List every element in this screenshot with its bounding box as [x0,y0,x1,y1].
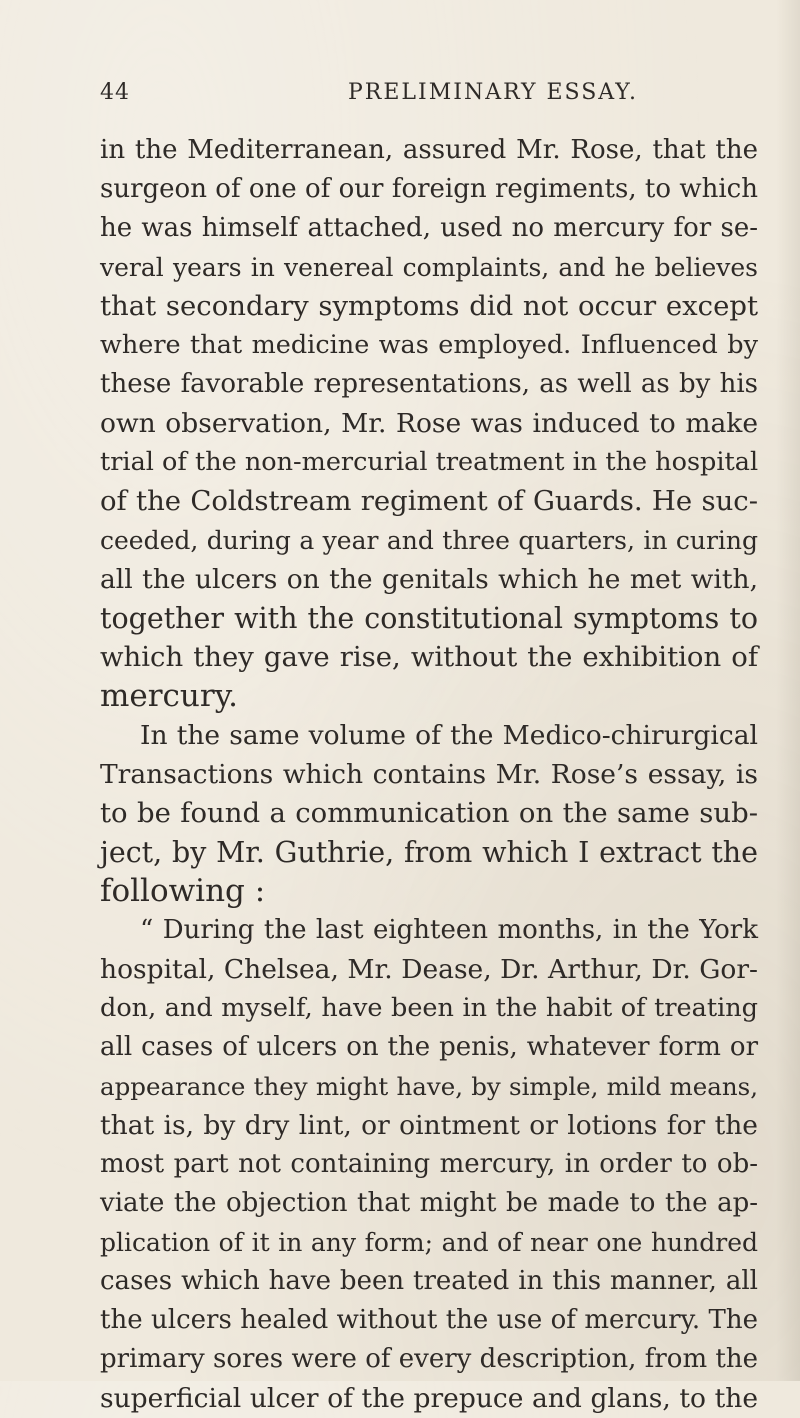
text-line: surgeon of one of our foreign regiments, to which [100,174,758,204]
page-number: 44 [100,80,130,105]
text-line: these favorable representations, as well as by his [100,369,758,399]
text-line: plication of it in any form; and of near one hundred [100,1228,758,1257]
text-line: together with the constitutional symptoms to [100,602,758,635]
paragraph [100,716,758,911]
text-line: that secondary symptoms did not occur except [100,290,758,322]
text-line: mercury. [100,678,238,714]
text-line: in the Mediterranean, assured Mr. Rose, that the [100,135,758,165]
text-line: the ulcers healed without the use of mercury. The [100,1305,758,1335]
text-line: In the same volume of the Medico-chirurgical [140,720,758,751]
running-title: PRELIMINARY ESSAY. [348,80,638,105]
text-line: cases which have been treated in this manner, all [100,1266,758,1296]
running-head [100,80,740,116]
page-edge-shadow [776,0,800,1381]
text-line: superficial ulcer of the prepuce and glans, to the [100,1383,758,1414]
text-line: ceeded, during a year and three quarters, in curing [100,526,758,555]
text-line: “ During the last eighteen months, in the York [140,915,758,945]
text-line: all cases of ulcers on the penis, whatever form or [100,1032,758,1062]
text-line: to be found a communication on the same sub- [100,797,758,829]
text-line: hospital, Chelsea, Mr. Dease, Dr. Arthur, Dr. Gor- [100,954,758,985]
text-line: where that medicine was employed. Influenced by [100,330,758,360]
text-line: veral years in venereal complaints, and he believes [100,253,758,282]
text-line: of the Coldstream regiment of Guards. He suc- [100,485,758,517]
text-line: trial of the non-mercurial treatment in the hospital [100,447,759,477]
text-line: that is, by dry lint, or ointment or lotions for the [100,1110,758,1141]
text-line: Transactions which contains Mr. Rose’s essay, is [100,759,758,790]
paragraph-continuation [100,131,758,716]
text-line: viate the objection that might be made to the ap- [100,1188,758,1218]
text-line: he was himself attached, used no mercury for se- [100,213,758,243]
text-line: own observation, Mr. Rose was induced to make [100,408,758,439]
text-line: primary sores were of every description, from the [100,1344,758,1374]
text-line: following : [100,873,266,909]
body-text [100,131,758,1418]
text-line: don, and myself, have been in the habit of treating [100,993,758,1023]
quotation-paragraph [100,911,758,1418]
text-line: ject, by Mr. Guthrie, from which I extract the [100,836,758,869]
text-line: appearance they might have, by simple, mild means, [100,1072,758,1101]
text-line: most part not containing mercury, in order to ob- [100,1149,758,1179]
text-line: all the ulcers on the genitals which he met with, [100,564,758,595]
text-line: which they gave rise, without the exhibition of [100,641,758,673]
